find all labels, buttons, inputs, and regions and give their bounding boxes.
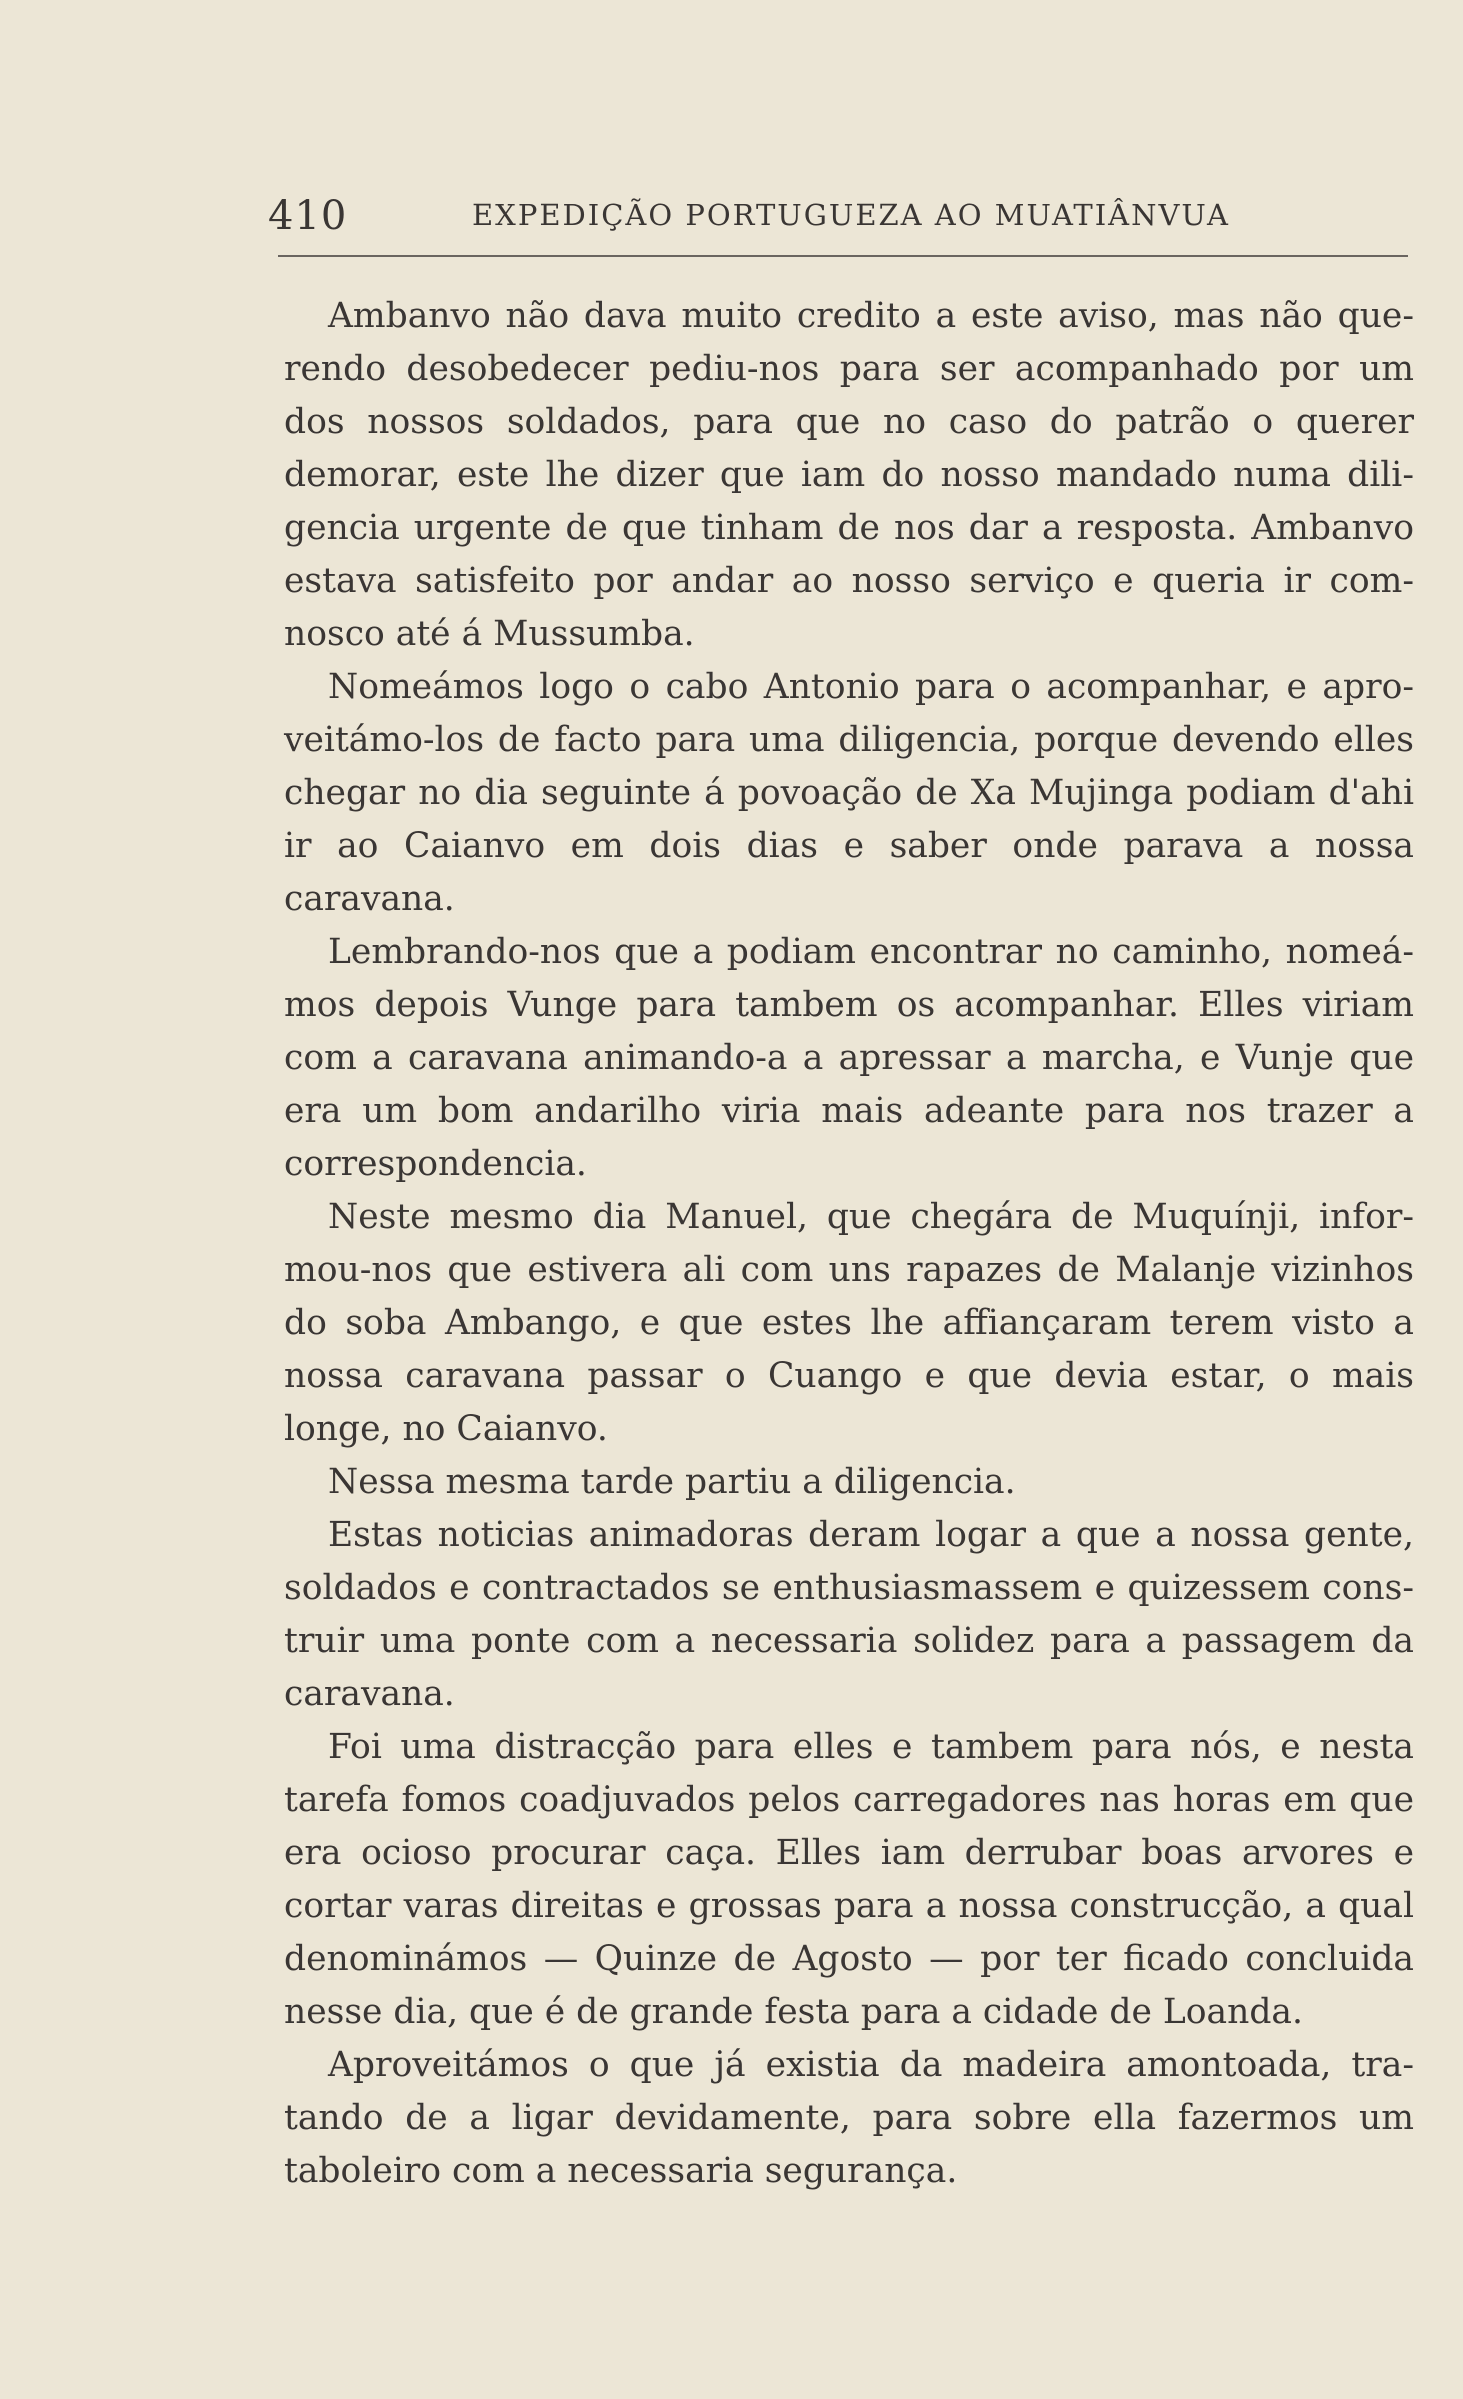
paragraph-2: Nomeámos logo o cabo Antonio para o acompanhar, e apro- veitámo-los de facto para uma diligencia, porque devendo elles chegar no dia seguinte á povoação de Xa Mujinga podiam d'ahi ir ao Caianvo em dois dias e saber onde parava a nossa caravana. bbox=[284, 667, 1414, 919]
paragraph-5: Nessa mesma tarde partiu a diligencia. bbox=[328, 1462, 1016, 1502]
paragraph-4: Neste mesmo dia Manuel, que chegára de Muquínji, infor- mou-nos que estivera ali com uns rapazes de Malanje vizinhos do soba Ambango, e que estes lhe affiançaram terem visto a nossa caravana passar o Cuango e que devia estar, o mais longe, no Caianvo. bbox=[284, 1197, 1414, 1449]
paragraph-6: Estas noticias animadoras deram logar a que a nossa gente, soldados e contractados se enthusiasmassem e quizessem cons- truir uma ponte com a necessaria solidez para a passagem da caravana. bbox=[284, 1515, 1414, 1714]
page-number: 410 bbox=[268, 193, 348, 239]
paragraph-1: Ambanvo não dava muito credito a este aviso, mas não que- rendo desobedecer pediu-nos para ser acompanhado por um dos nossos soldados, para que no caso do patrão o querer demorar, este lhe dizer que iam do nosso mandado numa dili- gencia urgente de que tinham de nos dar a resposta. Ambanvo estava satisfeito por andar ao nosso serviço e queria ir com- nosco até á Mussumba. bbox=[284, 296, 1414, 654]
paragraph-8: Aproveitámos o que já existia da madeira amontoada, tra- tando de a ligar devidamente, para sobre ella fazermos um taboleiro com a necessaria segurança. bbox=[284, 2045, 1414, 2191]
running-title: EXPEDIÇÃO PORTUGUEZA AO MUATIÂNVUA bbox=[472, 198, 1230, 232]
paragraph-7: Foi uma distracção para elles e tambem para nós, e nesta tarefa fomos coadjuvados pelos carregadores nas horas em que era ocioso procurar caça. Elles iam derrubar boas arvores e cortar varas direitas e grossas para a nossa construcção, a qual denominámos — Quinze de Agosto — por ter ficado concluida nesse dia, que é de grande festa para a cidade de Loanda. bbox=[284, 1727, 1414, 2032]
paragraph-3: Lembrando-nos que a podiam encontrar no caminho, nomeá- mos depois Vunge para tambem os acompanhar. Elles viriam com a caravana animando-a a apressar a marcha, e Vunje que era um bom andarilho viria mais adeante para nos trazer a correspondencia. bbox=[284, 932, 1414, 1184]
page-header bbox=[0, 0, 1463, 260]
page-body bbox=[284, 290, 1414, 2198]
header-rule bbox=[278, 255, 1408, 257]
